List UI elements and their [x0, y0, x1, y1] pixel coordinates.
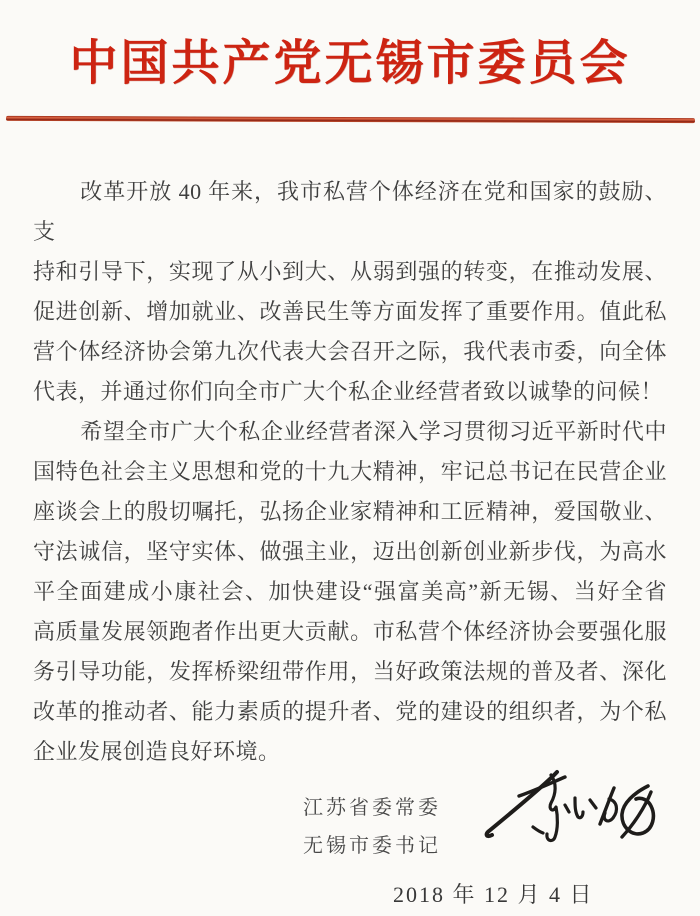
- body-text-line: 希望全市广大个私企业经营者深入学习贯彻习近平新时代中: [80, 419, 667, 444]
- signer-title-provincial: 江苏省委常委: [303, 797, 441, 819]
- body-text-line: 国特色社会主义思想和党的十九大精神，牢记总书记在民营企业: [33, 459, 667, 484]
- paragraph: [33, 412, 667, 772]
- signer-title-municipal: 无锡市委书记: [303, 835, 441, 857]
- body-text-line: 守法诚信，坚守实体、做强主业，迈出创新创业新步伐，为高水: [33, 539, 667, 564]
- body-text-line: 代表，并通过你们向全市广大个私企业经营者致以诚挚的问候！: [33, 379, 664, 404]
- paragraph: [33, 172, 667, 412]
- signer-titles: [303, 789, 441, 865]
- letter-body: [33, 172, 667, 772]
- document-title: 中国共产党无锡市委员会: [69, 37, 631, 90]
- body-text-line: 促进创新、增加就业、改善民生等方面发挥了重要作用。值此私: [33, 299, 667, 324]
- body-text-line: 座谈会上的殷切嘱托，弘扬企业家精神和工匠精神，爱国敬业、: [33, 499, 667, 524]
- body-text-line: 持和引导下，实现了从小到大、从弱到强的转变，在推动发展、: [33, 259, 667, 284]
- body-text-line: 改革的推动者、能力素质的提升者、党的建设的组织者，为个私: [33, 699, 667, 724]
- body-text-line: 高质量发展领跑者作出更大贡献。市私营个体经济协会要强化服: [33, 619, 667, 644]
- handwritten-signature: [462, 748, 678, 872]
- body-text-line: 改革开放 40 年来，我市私营个体经济在党和国家的鼓励、支: [33, 179, 667, 244]
- document-header: [0, 28, 700, 100]
- body-text-line: 企业发展创造良好环境。: [33, 739, 281, 764]
- body-text-line: 平全面建成小康社会、加快建设“强富美高”新无锡、当好全省: [33, 579, 667, 604]
- body-text-line: 务引导功能，发挥桥梁纽带作用，当好政策法规的普及者、深化: [33, 659, 667, 684]
- body-text-line: 营个体经济协会第九次代表大会召开之际，我代表市委，向全体: [33, 339, 667, 364]
- date-line: 2018 年 12 月 4 日: [393, 882, 594, 907]
- header-divider-line: [6, 116, 695, 123]
